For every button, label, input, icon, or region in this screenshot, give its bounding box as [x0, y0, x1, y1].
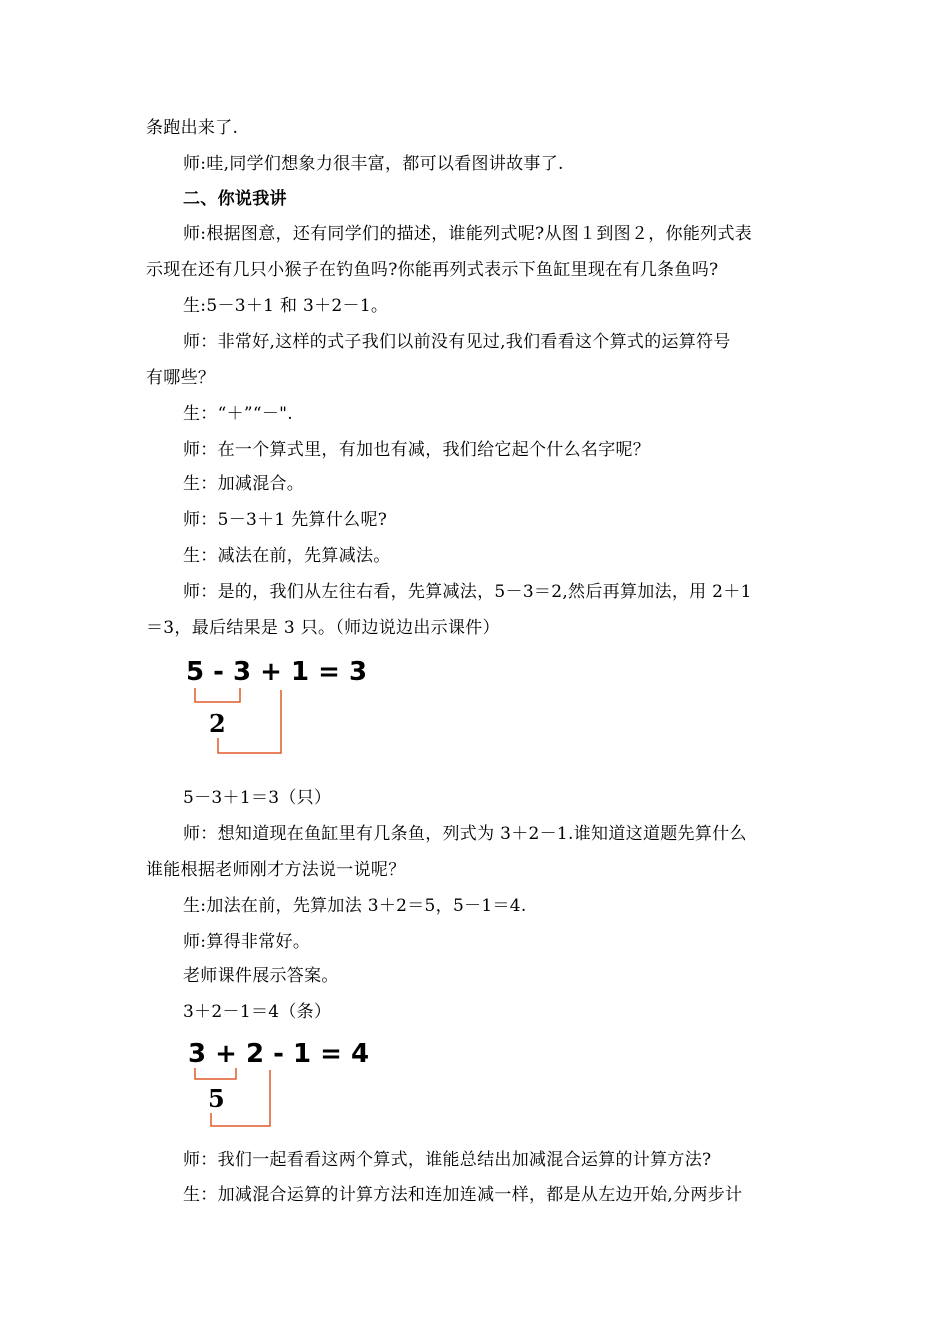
paragraph-line: 师:算得非常好。 [183, 932, 311, 952]
paragraph-line: 生：加减混合运算的计算方法和连加连减一样，都是从左边开始,分两步计 [183, 1185, 743, 1205]
paragraph-line: 师：我们一起看看这两个算式，谁能总结出加减混合运算的计算方法? [183, 1150, 712, 1170]
section-heading: 二、你说我讲 [183, 189, 287, 209]
paragraph-line: 师：是的，我们从左往右看，先算减法，5－3＝2,然后再算加法，用 2＋1 [183, 582, 752, 602]
paragraph-line: 生：减法在前，先算减法。 [183, 546, 391, 566]
paragraph-line: ＝3，最后结果是 3 只。（师边说边出示课件） [146, 618, 500, 638]
paragraph-line: 师:根据图意，还有同学们的描述，谁能列式呢?从图１到图２，你能列式表 [183, 224, 753, 244]
paragraph-line: 示现在还有几只小猴子在钓鱼吗?你能再列式表示下鱼缸里现在有几条鱼吗? [146, 260, 719, 280]
paragraph-line: 师：在一个算式里，有加也有减，我们给它起个什么名字呢？ [183, 440, 651, 460]
paragraph-line: 师：非常好,这样的式子我们以前没有见过,我们看看这个算式的运算符号 [183, 332, 731, 352]
paragraph-line: 生:5－3＋1 和 3＋2－1。 [183, 296, 389, 316]
paragraph-line: 师：想知道现在鱼缸里有几条鱼，列式为 3＋2－1.谁知道这道题先算什么 [183, 824, 747, 844]
paragraph-line: 有哪些？ [146, 368, 216, 388]
paragraph-line: 谁能根据老师刚才方法说一说呢？ [146, 860, 406, 880]
paragraph-line: 3＋2－1＝4（条） [183, 1002, 332, 1022]
paragraph-line: 生:加法在前，先算加法 3＋2＝5，5－1＝4. [183, 896, 527, 916]
paragraph-line: 老师课件展示答案。 [183, 966, 339, 986]
paragraph-line: 师:哇,同学们想象力很丰富，都可以看图讲故事了. [183, 154, 564, 174]
paragraph-line: 生：加减混合。 [183, 474, 305, 494]
paragraph-line: 师：5－3＋1 先算什么呢? [183, 510, 388, 530]
diagram-equation: 3 + 2 - 1 = 4 [188, 1039, 370, 1069]
paragraph-line: 5－3＋1＝3（只） [183, 788, 332, 808]
diagram-intermediate-result: 2 [209, 709, 226, 738]
diagram-intermediate-result: 5 [208, 1084, 225, 1113]
paragraph-line: 生：“＋”“－". [183, 404, 293, 424]
diagram-equation: 5 - 3 + 1 = 3 [186, 657, 368, 687]
paragraph-line: 条跑出来了. [146, 118, 239, 138]
